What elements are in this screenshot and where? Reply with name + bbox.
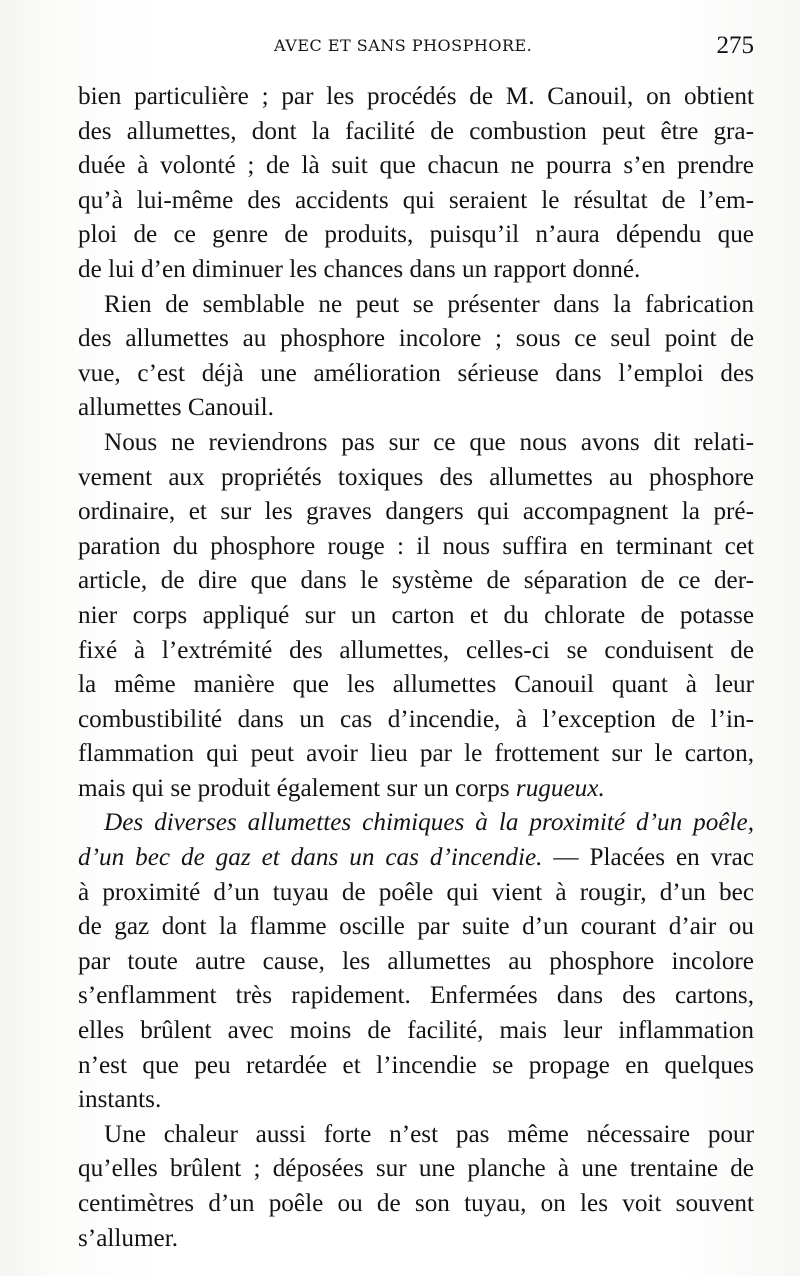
text-segment: — Placées en vrac [542, 844, 754, 872]
text-line: n’est que peu retardée et l’incendie se propage en quelques [78, 1051, 754, 1079]
section-heading-cont: d’un bec de gaz et dans un cas d’incendie. [78, 844, 543, 872]
section-heading: Des diverses allumettes chimiques à la proximité d’un poêle, [104, 809, 754, 837]
text-line: bien particulière ; par les procédés de M. Canouil, on obtient [78, 83, 754, 110]
text-line: vue, c’est déjà une amélioration sérieuse dans l’emploi des [78, 359, 754, 387]
text-line: par toute autre cause, les allumettes au phosphore incolore [78, 947, 754, 975]
text-line: allumettes Canouil. [78, 394, 274, 422]
page-number: 275 [716, 32, 754, 59]
text-line: Nous ne reviendrons pas sur ce que nous avons dit relati- [104, 428, 754, 456]
text-line: qu’à lui-même des accidents qui seraient le résultat de l’em- [78, 186, 754, 214]
text-line: des allumettes au phosphore incolore ; sous ce seul point de [78, 325, 754, 353]
text-line: ordinaire, et sur les graves dangers qui accompagnent la pré- [78, 498, 754, 526]
text-line: qu’elles brûlent ; déposées sur une planche à une trentaine de [78, 1155, 754, 1183]
text-line [78, 841, 754, 876]
running-title: AVEC ET SANS PHOSPHORE. [274, 36, 533, 55]
text-line: duée à volonté ; de là suit que chacun ne pourra s’en prendre [78, 152, 754, 180]
text-line: article, de dire que dans le système de séparation de ce der- [78, 567, 754, 595]
text-line: flammation qui peut avoir lieu par le frottement sur le carton, [78, 740, 754, 768]
text-line: combustibilité dans un cas d’incendie, à l’exception de l’in- [78, 705, 754, 733]
text-line: elles brûlent avec moins de facilité, mais leur inflammation [78, 1017, 754, 1045]
text-line: centimètres d’un poêle ou de son tuyau, on les voit souvent [78, 1190, 754, 1217]
running-head [78, 34, 754, 62]
text-line [78, 806, 754, 841]
text-line: Une chaleur aussi forte n’est pas même nécessaire pour [104, 1120, 754, 1148]
text-line [78, 772, 754, 807]
text-line: paration du phosphore rouge : il nous suffira en terminant cet [78, 532, 754, 560]
text-line: instants. [78, 1086, 162, 1114]
text-line: s’allumer. [78, 1224, 179, 1252]
text-line: Rien de semblable ne peut se présenter dans la fabrication [104, 290, 754, 318]
body-text [78, 80, 754, 1256]
text-line: des allumettes, dont la facilité de combustion peut être gra- [78, 117, 754, 145]
text-segment: mais qui se produit également sur un corps [78, 774, 510, 802]
text-line: la même manière que les allumettes Canouil quant à leur [78, 671, 754, 699]
text-line: fixé à l’extrémité des allumettes, celles-ci se conduisent de [78, 636, 754, 664]
italic-term: rugueux. [515, 774, 605, 802]
text-line: s’enflamment très rapidement. Enfermées dans des cartons, [78, 982, 754, 1010]
text-line: de lui d’en diminuer les chances dans un rapport donné. [78, 255, 641, 283]
text-line: ploi de ce genre de produits, puisqu’il n’aura dépendu que [78, 221, 754, 249]
text-line: nier corps appliqué sur un carton et du chlorate de potasse [78, 601, 754, 629]
text-line: de gaz dont la flamme oscille par suite d’un courant d’air ou [78, 913, 754, 941]
text-line: à proximité d’un tuyau de poêle qui vient à rougir, d’un bec [78, 878, 754, 906]
text-line: vement aux propriétés toxiques des allumettes au phosphore [78, 463, 754, 491]
